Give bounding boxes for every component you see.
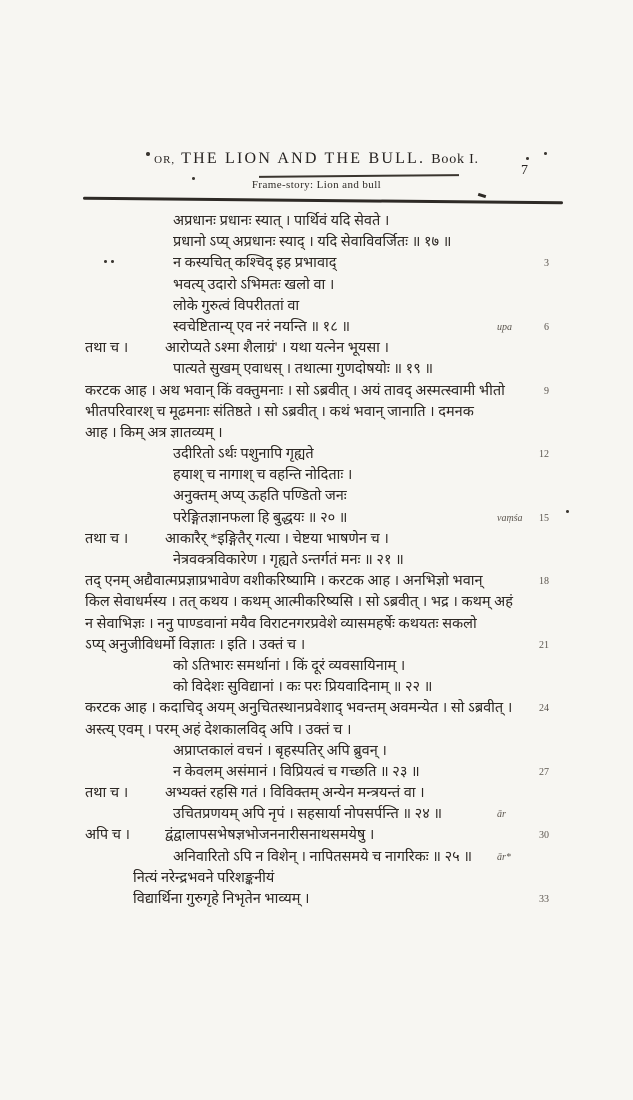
margin-note [497, 702, 549, 716]
line-text: उदीरितो ऽर्थः पशुनापि गृह्यते [173, 446, 314, 463]
line-text: प्रधानो ऽप्य् अप्रधानः स्याद् । यदि सेवाविवर्जितः ॥ १७ ॥ [173, 234, 452, 251]
text-line [0, 296, 633, 317]
line-text: हयाश् च नागाश् च वहन्ति नोदिताः । [173, 467, 353, 484]
text-line [0, 529, 633, 550]
text-line [0, 847, 633, 868]
running-head-subtitle: Frame-story: Lion and bull [251, 179, 382, 191]
text-line [0, 741, 633, 762]
text-line [0, 720, 633, 741]
margin-note-line-number: 18 [539, 576, 549, 588]
line-text: अनुक्तम् अप्य् ऊहति पण्डितो जनः [173, 488, 347, 505]
text-line [0, 402, 633, 423]
text-line [0, 614, 633, 635]
margin-note-meter: upa [497, 321, 512, 333]
line-text: उचितप्रणयम् अपि नृपं । सहसार्या नोपसर्पन्ति ॥ २४ ॥ [173, 806, 443, 823]
margin-note [497, 808, 549, 822]
margin-note [497, 257, 549, 271]
text-line [0, 571, 633, 592]
text-line [0, 381, 633, 402]
running-head [0, 150, 633, 168]
text-line [0, 656, 633, 677]
line-text: को ऽतिभारः समर्थानां । किं दूरं व्यवसायिनाम् । [173, 657, 406, 674]
line-text: विद्यार्थिना गुरुगृहे निभृतेन भाव्यम् । [133, 891, 310, 907]
text-line [0, 868, 633, 889]
text-line [0, 253, 633, 274]
line-text: स्वचेष्टितान्य् एव नरं नयन्ति ॥ १८ ॥ [173, 318, 351, 335]
line-text: आह । किम् अत्र ज्ञातव्यम् । [85, 424, 223, 441]
text-block [0, 211, 633, 910]
margin-note-line-number: 33 [539, 894, 549, 905]
margin-note [497, 512, 549, 526]
line-text: अभ्यक्तं रहसि गतं । विविक्तम् अन्येन मन्त्रयन्तं वा । [165, 785, 425, 802]
page-title: THE LION AND THE BULL. [181, 150, 426, 167]
line-text: आकारैर् *इङ्गितैर् गत्या । चेष्टया भाषणेन च । [165, 530, 389, 547]
text-line [0, 592, 633, 613]
line-text: न केवलम् असंमानं । विप्रियत्वं च गच्छति ॥ २३ ॥ [173, 763, 420, 780]
line-text: अप्राप्तकालं वचनं । बृहस्पतिर् अपि ब्रुवन् । [173, 742, 387, 759]
text-line [0, 825, 633, 846]
text-line [0, 804, 633, 825]
line-text: अस्त्य् एवम् । परम् अहं देशकालविद् अपि । उक्तं च । [85, 721, 352, 738]
text-line [0, 359, 633, 380]
margin-note [497, 766, 549, 780]
margin-note-meter: ār* [497, 851, 511, 863]
line-text: को विदेशः सुविद्यानां । कः परः प्रियवादिनाम् ॥ २२ ॥ [173, 679, 433, 696]
page-number: 7 [521, 163, 528, 178]
line-text: अनिवारितो ऽपि न विशेन् । नापितसमये च नागरिकः ॥ २५ ॥ [173, 848, 473, 865]
line-text: न कस्यचित् कश्चिद् इह प्रभावाद् [173, 255, 337, 272]
line-text: परेङ्गितज्ञानफला हि बुद्धयः ॥ २० ॥ [173, 509, 348, 526]
scan-artifact-dot [104, 260, 107, 263]
margin-note [497, 639, 549, 653]
line-text: तद् एनम् अद्यैवात्मप्रज्ञाप्रभावेण वशीकरिष्यामि । करटक आह । अनभिज्ञो भवान् [85, 573, 483, 590]
line-text: करटक आह । अथ भवान् किं वक्तुमनाः । सो ऽब्रवीत् । अयं तावद् अस्मत्स्वामी भीतो [85, 382, 505, 399]
scan-artifact-dot [526, 157, 529, 160]
scan-artifact-dot [146, 152, 150, 156]
line-text: करटक आह । कदाचिद् अयम् अनुचितस्थानप्रवेशाद् भवन्तम् अवमन्येत । सो ऽब्रवीत् । [85, 700, 513, 717]
text-line [0, 211, 633, 232]
margin-note [497, 575, 549, 589]
line-text: न सेवाभिज्ञः । ननु पाण्डवानां मयैव विराटनगरप्रवेशे व्यासमहर्षेः कथयतः सकलो [85, 615, 477, 632]
line-intro-label: अपि च । [85, 827, 131, 844]
margin-note-meter: vaṃśa [497, 512, 523, 524]
text-line [0, 275, 633, 296]
margin-note [497, 893, 549, 907]
line-intro-label: तथा च । [85, 785, 129, 802]
margin-note [497, 851, 549, 865]
text-line [0, 423, 633, 444]
margin-note-meter: ār [497, 809, 506, 821]
line-text: नेत्रवक्त्रविकारेण । गृह्यते ऽन्तर्गतं मनः ॥ २१ ॥ [173, 552, 404, 568]
text-line [0, 762, 633, 783]
text-line [0, 317, 633, 338]
scan-artifact-dot [111, 260, 114, 263]
margin-note [497, 829, 549, 843]
text-line [0, 486, 633, 507]
scan-artifact-dot [544, 152, 547, 155]
running-head-prefix: OR, [154, 154, 176, 166]
line-text: द्वंद्वालापसभेषज्ञभोजननारीसनाथसमयेषु । [165, 827, 375, 844]
line-text: किल सेवाधर्मस्य । तत् कथय । कथम् आत्मीकरिष्यसि । सो ऽब्रवीत् । भद्र । कथम् अहं [85, 594, 513, 611]
line-text: भीतपरिवारश् च मूढमनाः संतिष्ठते । सो ऽब्रवीत् । कथं भवान् जानाति । दमनक [85, 403, 474, 420]
scan-artifact-dot [566, 510, 569, 513]
line-intro-label: तथा च । [85, 340, 129, 357]
line-intro-label: तथा च । [85, 530, 129, 547]
margin-note [497, 448, 549, 462]
scan-artifact-tick [478, 193, 487, 198]
text-line [0, 635, 633, 656]
text-line [0, 550, 633, 571]
margin-note-line-number: 12 [539, 449, 549, 461]
text-line [0, 698, 633, 719]
scan-artifact-dot [192, 177, 195, 180]
text-line [0, 677, 633, 698]
line-text: अप्रधानः प्रधानः स्यात् । पार्थिवं यदि सेवते । [173, 213, 390, 229]
text-line [0, 508, 633, 529]
text-line [0, 338, 633, 359]
text-line [0, 444, 633, 465]
book-label: Book I. [431, 152, 479, 167]
margin-note-line-number: 30 [539, 830, 549, 842]
text-line [0, 465, 633, 486]
margin-note-line-number: 27 [539, 766, 549, 778]
line-text: आरोप्यते ऽश्मा शैलाग्रं' । यथा यत्नेन भूयसा । [165, 340, 390, 357]
line-text: पात्यते सुखम् एवाधस् । तथात्मा गुणदोषयोः ॥ १९ ॥ [173, 361, 434, 378]
text-line [0, 232, 633, 253]
margin-note [497, 321, 549, 335]
subtitle-divider-rule [259, 174, 459, 178]
line-text: ऽप्य् अनुजीविधर्मो विज्ञातः । इति । उक्तं च । [85, 636, 306, 653]
line-text: नित्यं नरेन्द्रभवने परिशङ्कनीयं [133, 869, 275, 886]
header-divider-rule [83, 197, 563, 205]
text-line [0, 783, 633, 804]
margin-note [497, 385, 549, 399]
margin-note-line-number: 24 [539, 703, 549, 715]
margin-note-line-number: 15 [539, 512, 549, 524]
line-text: भवत्य् उदारो ऽभिमतः खलो वा । [173, 276, 335, 293]
text-line [0, 889, 633, 910]
line-text: लोके गुरुत्वं विपरीततां वा [173, 297, 300, 314]
margin-note-line-number: 3 [544, 258, 549, 270]
margin-note-line-number: 21 [539, 639, 549, 651]
margin-note-line-number: 6 [544, 321, 549, 333]
margin-note-line-number: 9 [544, 385, 549, 397]
